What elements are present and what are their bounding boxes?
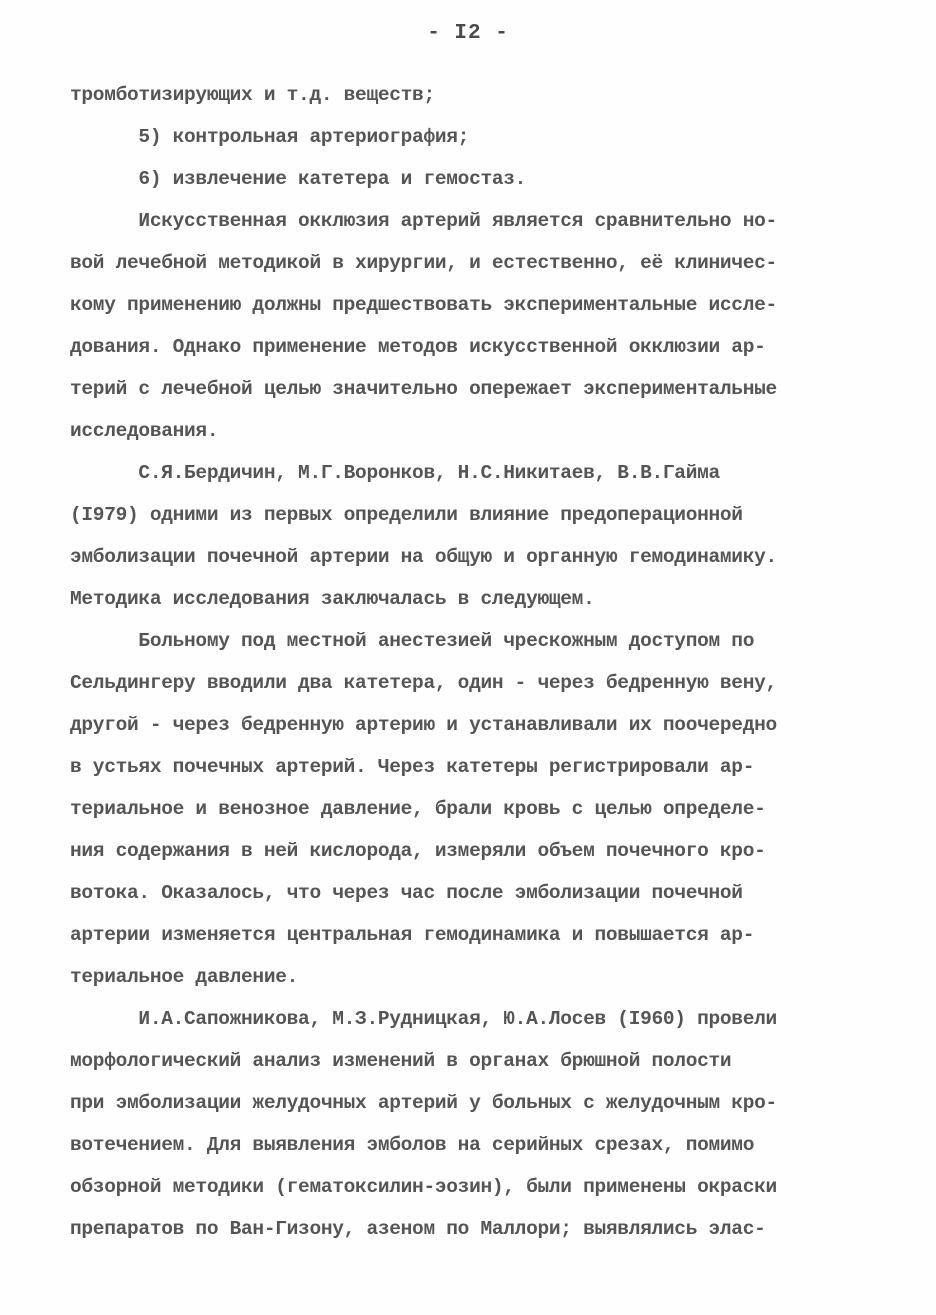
page-number: - I2 - — [427, 22, 509, 45]
text-line: дования. Однако применение методов искусственной окклюзии ар- — [70, 336, 766, 358]
paragraph — [70, 998, 870, 1250]
paragraph — [70, 200, 870, 452]
text-line: Искусственная окклюзия артерий является сравнительно но- — [70, 210, 777, 232]
text-line: 5) контрольная артериография; — [70, 126, 470, 148]
text-line: в устьях почечных артерий. Через катетеры регистрировали ар- — [70, 756, 755, 778]
text-line: обзорной методики (гематоксилин-эозин), были применены окраски — [70, 1176, 777, 1198]
text-line: териальное давление. — [70, 966, 299, 988]
text-line: терий с лечебной целью значительно опережает экспериментальные — [70, 378, 777, 400]
text-line: ния содержания в ней кислорода, измеряли объем почечного кро- — [70, 840, 766, 862]
text-line: препаратов по Ван-Гизону, азеном по Маллори; выявлялись элас- — [70, 1218, 766, 1240]
text-line: Методика исследования заключалась в следующем. — [70, 588, 595, 610]
body-text — [70, 74, 870, 1250]
text-line: териальное и венозное давление, брали кровь с целью определе- — [70, 798, 766, 820]
text-line: И.А.Сапожникова, М.З.Рудницкая, Ю.А.Лосев (I960) провели — [70, 1008, 777, 1030]
text-line: вотечением. Для выявления эмболов на серийных срезах, помимо — [70, 1134, 755, 1156]
text-line: 6) извлечение катетера и гемостаз. — [70, 168, 527, 190]
text-line: эмболизации почечной артерии на общую и органную гемодинамику. — [70, 546, 777, 568]
text-line: вой лечебной методикой в хирургии, и естественно, её клиничес- — [70, 252, 777, 274]
text-line: Больному под местной анестезией чрескожным доступом по — [70, 630, 755, 652]
text-line: другой - через бедренную артерию и устанавливали их поочередно — [70, 714, 777, 736]
text-line: Сельдингеру вводили два катетера, один - через бедренную вену, — [70, 672, 777, 694]
text-line: морфологический анализ изменений в органах брюшной полости — [70, 1050, 732, 1072]
text-line: С.Я.Бердичин, М.Г.Воронков, Н.С.Никитаев, В.В.Гайма — [70, 462, 720, 484]
text-line: тромботизирующих и т.д. веществ; — [70, 84, 435, 106]
text-line: кому применению должны предшествовать экспериментальные иссле- — [70, 294, 777, 316]
paragraph — [70, 452, 870, 620]
paragraph — [70, 74, 870, 200]
text-line: при эмболизации желудочных артерий у больных с желудочным кро- — [70, 1092, 777, 1114]
paragraph — [70, 620, 870, 998]
text-line: (I979) одними из первых определили влияние предоперационной — [70, 504, 743, 526]
text-line: исследования. — [70, 420, 219, 442]
text-line: вотока. Оказалось, что через час после эмболизации почечной — [70, 882, 743, 904]
text-line: артерии изменяется центральная гемодинамика и повышается ар- — [70, 924, 755, 946]
